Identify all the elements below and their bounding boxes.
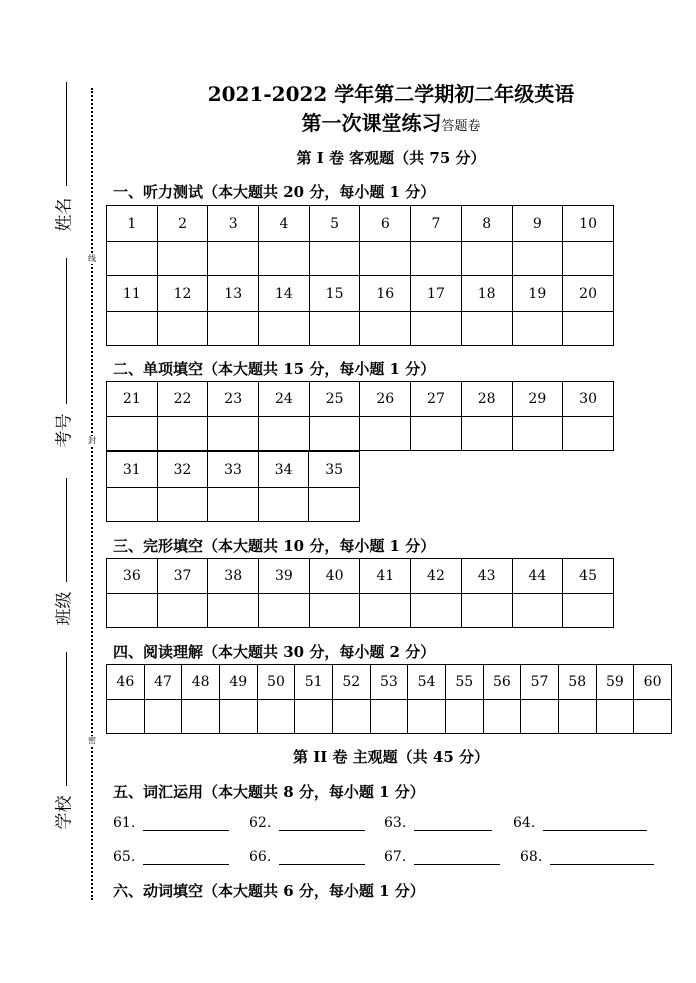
- answer-cell[interactable]: [332, 700, 370, 734]
- question-number: 48: [182, 665, 220, 700]
- answer-cell[interactable]: [309, 312, 360, 346]
- answer-cell[interactable]: [259, 312, 310, 346]
- answer-cell[interactable]: [483, 700, 521, 734]
- item-number: 63.: [384, 815, 407, 831]
- question-number: 14: [259, 276, 310, 312]
- fill-row-1: [113, 815, 673, 835]
- question-number: 11: [107, 276, 158, 312]
- question-number: 19: [512, 276, 563, 312]
- question-number: 20: [563, 276, 614, 312]
- question-number: 6: [360, 206, 411, 242]
- question-number: 57: [521, 665, 559, 700]
- question-number: 18: [461, 276, 512, 312]
- answer-cell[interactable]: [512, 312, 563, 346]
- question-number: 31: [107, 452, 158, 488]
- section1-title: 一、听力测试（本大题共 20 分，每小题 1 分）: [113, 183, 436, 201]
- exam-subtitle-main: 第一次课堂练习: [301, 111, 442, 135]
- answer-blank[interactable]: [414, 850, 500, 865]
- section3-answer-grid: [106, 558, 614, 628]
- answer-cell[interactable]: [461, 594, 512, 628]
- fill-row-2: [113, 849, 673, 869]
- answer-cell[interactable]: [360, 312, 411, 346]
- question-number: 45: [563, 559, 614, 594]
- item-number: 64.: [513, 815, 536, 831]
- item-number: 65.: [113, 849, 136, 865]
- fill-item: [513, 815, 647, 831]
- fill-item: [249, 849, 365, 865]
- answer-blank[interactable]: [279, 850, 365, 865]
- question-number: 54: [408, 665, 446, 700]
- question-number: 46: [107, 665, 145, 700]
- item-number: 68.: [520, 849, 543, 865]
- answer-cell[interactable]: [107, 594, 158, 628]
- answer-cell[interactable]: [259, 594, 310, 628]
- answer-cell[interactable]: [445, 700, 483, 734]
- question-number: 49: [219, 665, 257, 700]
- answer-cell[interactable]: [563, 417, 614, 451]
- section3-title: 三、完形填空（本大题共 10 分，每小题 1 分）: [113, 537, 436, 555]
- question-number: 42: [411, 559, 462, 594]
- answer-cell[interactable]: [309, 417, 360, 451]
- answer-cell[interactable]: [411, 594, 462, 628]
- question-number: 26: [360, 382, 411, 417]
- part2-title: 第 II 卷 主观题（共 45 分）: [292, 748, 490, 766]
- question-number: 32: [157, 452, 208, 488]
- answer-cell[interactable]: [634, 700, 672, 734]
- answer-cell[interactable]: [258, 488, 309, 522]
- answer-cell[interactable]: [512, 594, 563, 628]
- answer-cell[interactable]: [360, 242, 411, 276]
- answer-cell[interactable]: [259, 417, 310, 451]
- fill-item: [113, 849, 229, 865]
- answer-cell[interactable]: [370, 700, 408, 734]
- question-number: 13: [208, 276, 259, 312]
- class-line[interactable]: [66, 478, 67, 582]
- section5-title: 五、词汇运用（本大题共 8 分，每小题 1 分）: [113, 783, 425, 801]
- question-number: 36: [107, 559, 158, 594]
- section2-title: 二、单项填空（本大题共 15 分，每小题 1 分）: [113, 360, 436, 378]
- question-number: 10: [563, 206, 614, 242]
- question-number: 2: [157, 206, 208, 242]
- answer-cell[interactable]: [157, 594, 208, 628]
- question-number: 33: [208, 452, 259, 488]
- answer-cell[interactable]: [309, 488, 360, 522]
- answer-cell[interactable]: [596, 700, 634, 734]
- answer-cell[interactable]: [563, 594, 614, 628]
- answer-cell[interactable]: [208, 242, 259, 276]
- answer-cell[interactable]: [107, 242, 158, 276]
- question-number: 15: [309, 276, 360, 312]
- exam-number-line[interactable]: [66, 258, 67, 404]
- answer-cell[interactable]: [411, 242, 462, 276]
- answer-cell[interactable]: [107, 312, 158, 346]
- answer-cell[interactable]: [259, 242, 310, 276]
- answer-cell[interactable]: [208, 594, 259, 628]
- answer-cell[interactable]: [411, 312, 462, 346]
- answer-cell[interactable]: [107, 417, 158, 451]
- answer-cell[interactable]: [157, 242, 208, 276]
- section2-answer-grid-row2: [106, 451, 360, 522]
- answer-cell[interactable]: [512, 417, 563, 451]
- question-number: 1: [107, 206, 158, 242]
- answer-cell[interactable]: [360, 594, 411, 628]
- answer-cell[interactable]: [157, 312, 208, 346]
- answer-cell[interactable]: [309, 242, 360, 276]
- question-number: 51: [295, 665, 333, 700]
- question-number: 25: [309, 382, 360, 417]
- answer-cell[interactable]: [558, 700, 596, 734]
- answer-cell[interactable]: [461, 417, 512, 451]
- question-number: 22: [157, 382, 208, 417]
- question-number: 58: [558, 665, 596, 700]
- answer-cell[interactable]: [219, 700, 257, 734]
- question-number: 37: [157, 559, 208, 594]
- answer-cell[interactable]: [144, 700, 182, 734]
- question-number: 52: [332, 665, 370, 700]
- answer-cell[interactable]: [408, 700, 446, 734]
- exam-title: 2021-2022 学年第二学期初二年级英语: [207, 82, 575, 106]
- item-number: 62.: [249, 815, 272, 831]
- question-number: 56: [483, 665, 521, 700]
- class-label: 班级: [54, 591, 75, 626]
- question-number: 34: [258, 452, 309, 488]
- answer-cell[interactable]: [208, 417, 259, 451]
- part1-title: 第 I 卷 客观题（共 75 分）: [296, 149, 486, 167]
- item-number: 67.: [384, 849, 407, 865]
- answer-cell[interactable]: [208, 312, 259, 346]
- name-label: 姓名: [54, 197, 75, 232]
- answer-cell[interactable]: [521, 700, 559, 734]
- question-number: 60: [634, 665, 672, 700]
- answer-cell[interactable]: [208, 488, 259, 522]
- answer-cell[interactable]: [563, 242, 614, 276]
- fill-item: [113, 815, 229, 831]
- answer-cell[interactable]: [309, 594, 360, 628]
- question-number: 3: [208, 206, 259, 242]
- answer-cell[interactable]: [157, 488, 208, 522]
- question-number: 21: [107, 382, 158, 417]
- school-label: 学校: [54, 795, 75, 830]
- item-number: 66.: [249, 849, 272, 865]
- question-number: 44: [512, 559, 563, 594]
- answer-cell[interactable]: [295, 700, 333, 734]
- section1-answer-grid: [106, 205, 614, 346]
- seal-dotted-line: [91, 88, 93, 900]
- answer-cell[interactable]: [461, 242, 512, 276]
- answer-cell[interactable]: [107, 488, 158, 522]
- answer-cell[interactable]: [512, 242, 563, 276]
- question-number: 9: [512, 206, 563, 242]
- question-number: 40: [309, 559, 360, 594]
- question-number: 43: [461, 559, 512, 594]
- question-number: 8: [461, 206, 512, 242]
- answer-blank[interactable]: [543, 816, 647, 831]
- fill-item: [520, 849, 654, 865]
- question-number: 4: [259, 206, 310, 242]
- question-number: 30: [563, 382, 614, 417]
- seal-char-secret: 密: [88, 736, 96, 745]
- answer-cell[interactable]: [411, 417, 462, 451]
- answer-cell[interactable]: [360, 417, 411, 451]
- item-number: 61.: [113, 815, 136, 831]
- answer-cell[interactable]: [157, 417, 208, 451]
- answer-cell[interactable]: [257, 700, 295, 734]
- seal-char-seal: 封: [88, 436, 96, 445]
- section4-answer-grid: [106, 664, 672, 734]
- section2-answer-grid-row1: [106, 381, 614, 451]
- answer-cell[interactable]: [461, 312, 512, 346]
- answer-blank[interactable]: [550, 850, 654, 865]
- fill-item: [384, 849, 500, 865]
- exam-subtitle: [0, 107, 696, 136]
- answer-blank[interactable]: [279, 816, 365, 831]
- question-number: 59: [596, 665, 634, 700]
- section4-title: 四、阅读理解（本大题共 30 分，每小题 2 分）: [113, 643, 436, 661]
- answer-cell[interactable]: [182, 700, 220, 734]
- question-number: 5: [309, 206, 360, 242]
- question-number: 12: [157, 276, 208, 312]
- question-number: 55: [445, 665, 483, 700]
- answer-blank[interactable]: [414, 816, 492, 831]
- question-number: 27: [411, 382, 462, 417]
- question-number: 35: [309, 452, 360, 488]
- fill-item: [384, 815, 492, 831]
- question-number: 50: [257, 665, 295, 700]
- question-number: 41: [360, 559, 411, 594]
- answer-blank[interactable]: [143, 816, 229, 831]
- answer-cell[interactable]: [563, 312, 614, 346]
- question-number: 39: [259, 559, 310, 594]
- seal-char-line: 线: [88, 254, 96, 263]
- question-number: 7: [411, 206, 462, 242]
- question-number: 23: [208, 382, 259, 417]
- section6-title: 六、动词填空（本大题共 6 分，每小题 1 分）: [113, 882, 425, 900]
- answer-blank[interactable]: [143, 850, 229, 865]
- answer-cell[interactable]: [107, 700, 145, 734]
- exam-number-label: 考号: [54, 413, 75, 448]
- question-number: 53: [370, 665, 408, 700]
- question-number: 38: [208, 559, 259, 594]
- question-number: 16: [360, 276, 411, 312]
- question-number: 47: [144, 665, 182, 700]
- question-number: 24: [259, 382, 310, 417]
- question-number: 29: [512, 382, 563, 417]
- exam-subtitle-small: 答题卷: [441, 119, 481, 134]
- question-number: 28: [461, 382, 512, 417]
- fill-item: [249, 815, 365, 831]
- question-number: 17: [411, 276, 462, 312]
